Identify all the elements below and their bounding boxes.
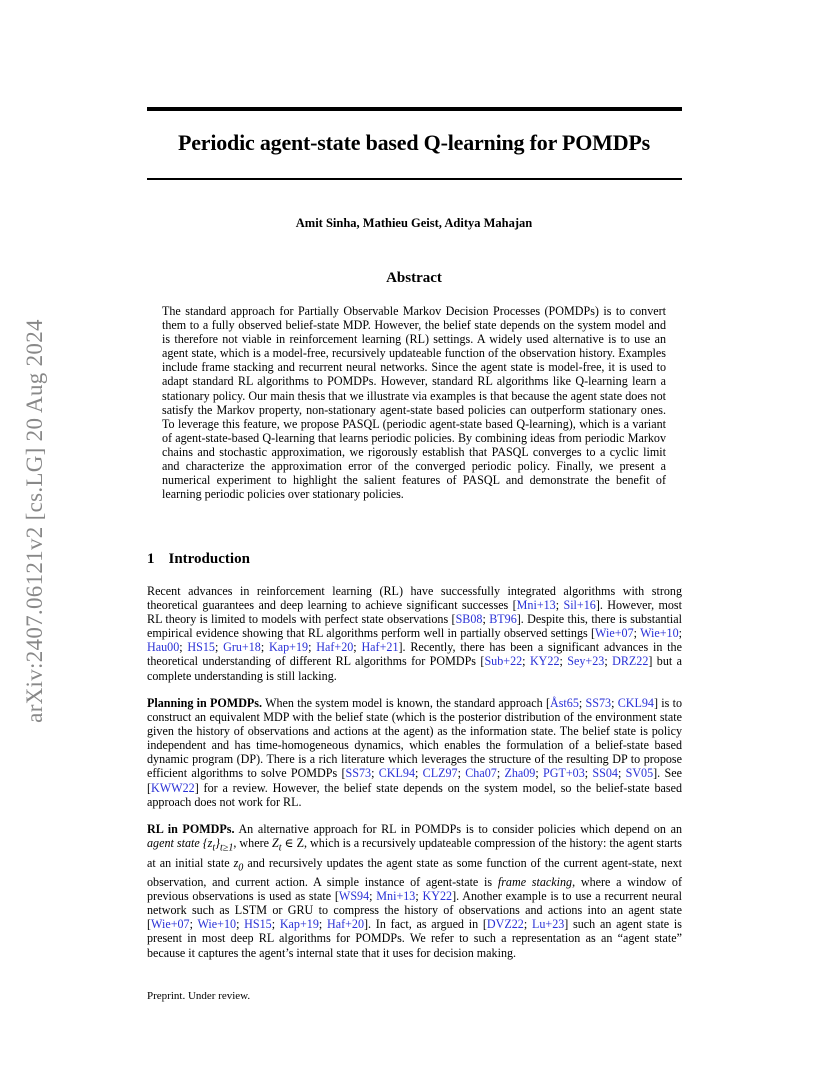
citation-link[interactable]: Mni+13 (376, 889, 416, 904)
author-list: Amit Sinha, Mathieu Geist, Aditya Mahajan (295, 216, 533, 230)
arxiv-stamp: arXiv:2407.06121v2 [cs.LG] 20 Aug 2024 (22, 319, 47, 723)
abstract-heading: Abstract (386, 270, 442, 286)
footer-note: Preprint. Under review. (147, 990, 251, 1002)
citation-link[interactable]: Cha07 (465, 766, 497, 781)
citation-link[interactable]: DVZ22 (486, 917, 524, 932)
run-in-heading: RL in POMDPs. (147, 822, 235, 836)
citation-link[interactable]: Kap+19 (279, 917, 319, 932)
citation-link[interactable]: SB08 (455, 612, 483, 627)
paper-title: Periodic agent-state based Q-learning for POMDPs (177, 130, 651, 155)
citation-link[interactable]: Zha09 (504, 766, 536, 781)
citation-link[interactable]: WS94 (338, 889, 370, 904)
citation-link[interactable]: Lu+23 (531, 917, 565, 932)
citation-link[interactable]: CLZ97 (422, 766, 458, 781)
math-expression: $Z_t$ ∈ Z (272, 836, 304, 854)
section-heading (147, 551, 250, 568)
citation-link[interactable]: Sub+22 (484, 654, 523, 669)
math-expression: $\{z_t\}_{t\ge 1}$ (199, 836, 234, 854)
citation-link[interactable]: Wie+10 (197, 917, 237, 932)
citation-link[interactable]: Sil+16 (563, 598, 596, 613)
title-rule-bottom (147, 178, 682, 180)
citation-link[interactable]: SV05 (625, 766, 654, 781)
citation-link[interactable]: DRZ22 (612, 654, 649, 669)
math-expression: $z_0$ (233, 855, 244, 873)
citation-link[interactable]: SS73 (345, 766, 372, 781)
citation-link[interactable]: Wie+07 (151, 917, 190, 932)
citation-link[interactable]: Haf+20 (316, 640, 354, 655)
intro-paragraph-3: RL in POMDPs. An alternative approach for RL in POMDPs is to consider policies which depend on an agent state $\{z_t\}_{t\ge 1}$, where $Z_t$ ∈ Z, which is a recursively updateable compression of the history: the agent starts at an initial state $z_0$ and recursively updates the agent state as some function of the current agent-state, next observation, and current action. A simple instance of agent-state is frame stacking, where a window of previous observations is used as state [WS94; Mni+13; KY22]. Another example is to use a recurrent neural network such as LSTM or GRU to compress the history of observations and actions into an agent state [Wie+07; Wie+10; HS15; Kap+19; Haf+20]. In fact, as argued in [DVZ22; Lu+23] such an agent state is present in most deep RL algorithms for POMDPs. We refer to such a representation as an “agent state” because it captures the agent’s internal state that it uses for decision making. (147, 822, 683, 960)
section-title: Introduction (168, 551, 250, 567)
citation-link[interactable]: Kap+19 (269, 640, 309, 655)
citation-link[interactable]: CKL94 (378, 766, 416, 781)
title-rule-top (147, 107, 682, 111)
citation-link[interactable]: HS15 (244, 917, 272, 932)
citation-link[interactable]: Wie+10 (640, 626, 679, 641)
run-in-heading: Planning in POMDPs. (147, 696, 263, 710)
citation-link[interactable]: Sey+23 (567, 654, 605, 669)
citation-link[interactable]: KWW22 (151, 780, 195, 795)
citation-link[interactable]: SS04 (592, 766, 618, 781)
abstract-text: The standard approach for Partially Observable Markov Decision Processes (POMDPs) is to convert them to a fully observed belief-state MDP. However, the belief state depends on the system model and is therefore not viable in reinforcement learning (RL) settings. A widely used alternative is to use an agent state, which is a model-free, recursively updateable function of the observation history. Examples include frame stacking and recurrent neural networks. Since the agent state is model-free, it is used to adapt standard RL algorithms to POMDPs. However, standard RL algorithms like Q-learning learn a stationary policy. Our main thesis that we illustrate via examples is that because the agent state does not satisfy the Markov property, non-stationary agent-state based policies can outperform stationary ones. To leverage this feature, we propose PASQL (periodic agent-state based Q-learning), which is a variant of agent-state-based Q-learning that learns periodic policies. By combining ideas from periodic Markov chains and stochastic approximation, we rigorously establish that PASQL converges to a cyclic limit and characterize the approximation error of the converged periodic policy. Finally, we present a numerical experiment to highlight the salient features of PASQL and demonstrate the benefit of learning periodic policies over stationary policies. (162, 304, 666, 502)
citation-link[interactable]: Wie+07 (595, 626, 634, 641)
intro-paragraph-1: Recent advances in reinforcement learning (RL) have successfully integrated algorithms with strong theoretical guarantees and deep learning to achieve significant successes [Mni+13; Sil+16]. However, most RL theory is limited to models with perfect state observations [SB08; BT96]. Despite this, there is substantial empirical evidence showing that RL algorithms perform well in partially observed settings [Wie+07; Wie+10; Hau00; HS15; Gru+18; Kap+19; Haf+20; Haf+21]. Recently, there has been a significant advances in the theoretical understanding of different RL algorithms for POMDPs [Sub+22; KY22; Sey+23; DRZ22] but a complete understanding is still lacking. (147, 584, 683, 683)
citation-link[interactable]: CKL94 (617, 696, 654, 710)
section-number: 1 (147, 551, 155, 567)
intro-paragraph-2: Planning in POMDPs. When the system model is known, the standard approach [Åst65; SS73; CKL94] is to construct an equivalent MDP with the belief state (which is the posterior distribution of the environment state given the history of observations and actions at the agent) as the information state. The belief state is policy independent and has time-homogeneous dynamics, which enables the formulation of a belief-state based dynamic program (DP). There is a rich literature which leverages the structure of the resulting DP to propose efficient algorithms to solve POMDPs [SS73; CKL94; CLZ97; Cha07; Zha09; PGT+03; SS04; SV05]. See [KWW22] for a review. However, the belief state depends on the system model, so the belief-state based approach does not work for RL. (147, 696, 682, 809)
citation-link[interactable]: HS15 (187, 640, 215, 655)
citation-link[interactable]: Mni+13 (516, 598, 556, 613)
citation-link[interactable]: KY22 (529, 654, 560, 669)
citation-link[interactable]: BT96 (489, 612, 517, 627)
citation-link[interactable]: SS73 (585, 696, 612, 710)
citation-link[interactable]: Åst65 (549, 696, 579, 710)
citation-link[interactable]: KY22 (422, 889, 453, 904)
citation-link[interactable]: Haf+20 (326, 917, 365, 932)
citation-link[interactable]: PGT+03 (543, 766, 585, 781)
citation-link[interactable]: Gru+18 (223, 640, 261, 655)
citation-link[interactable]: Hau00 (147, 640, 180, 655)
citation-link[interactable]: Haf+21 (361, 640, 399, 655)
